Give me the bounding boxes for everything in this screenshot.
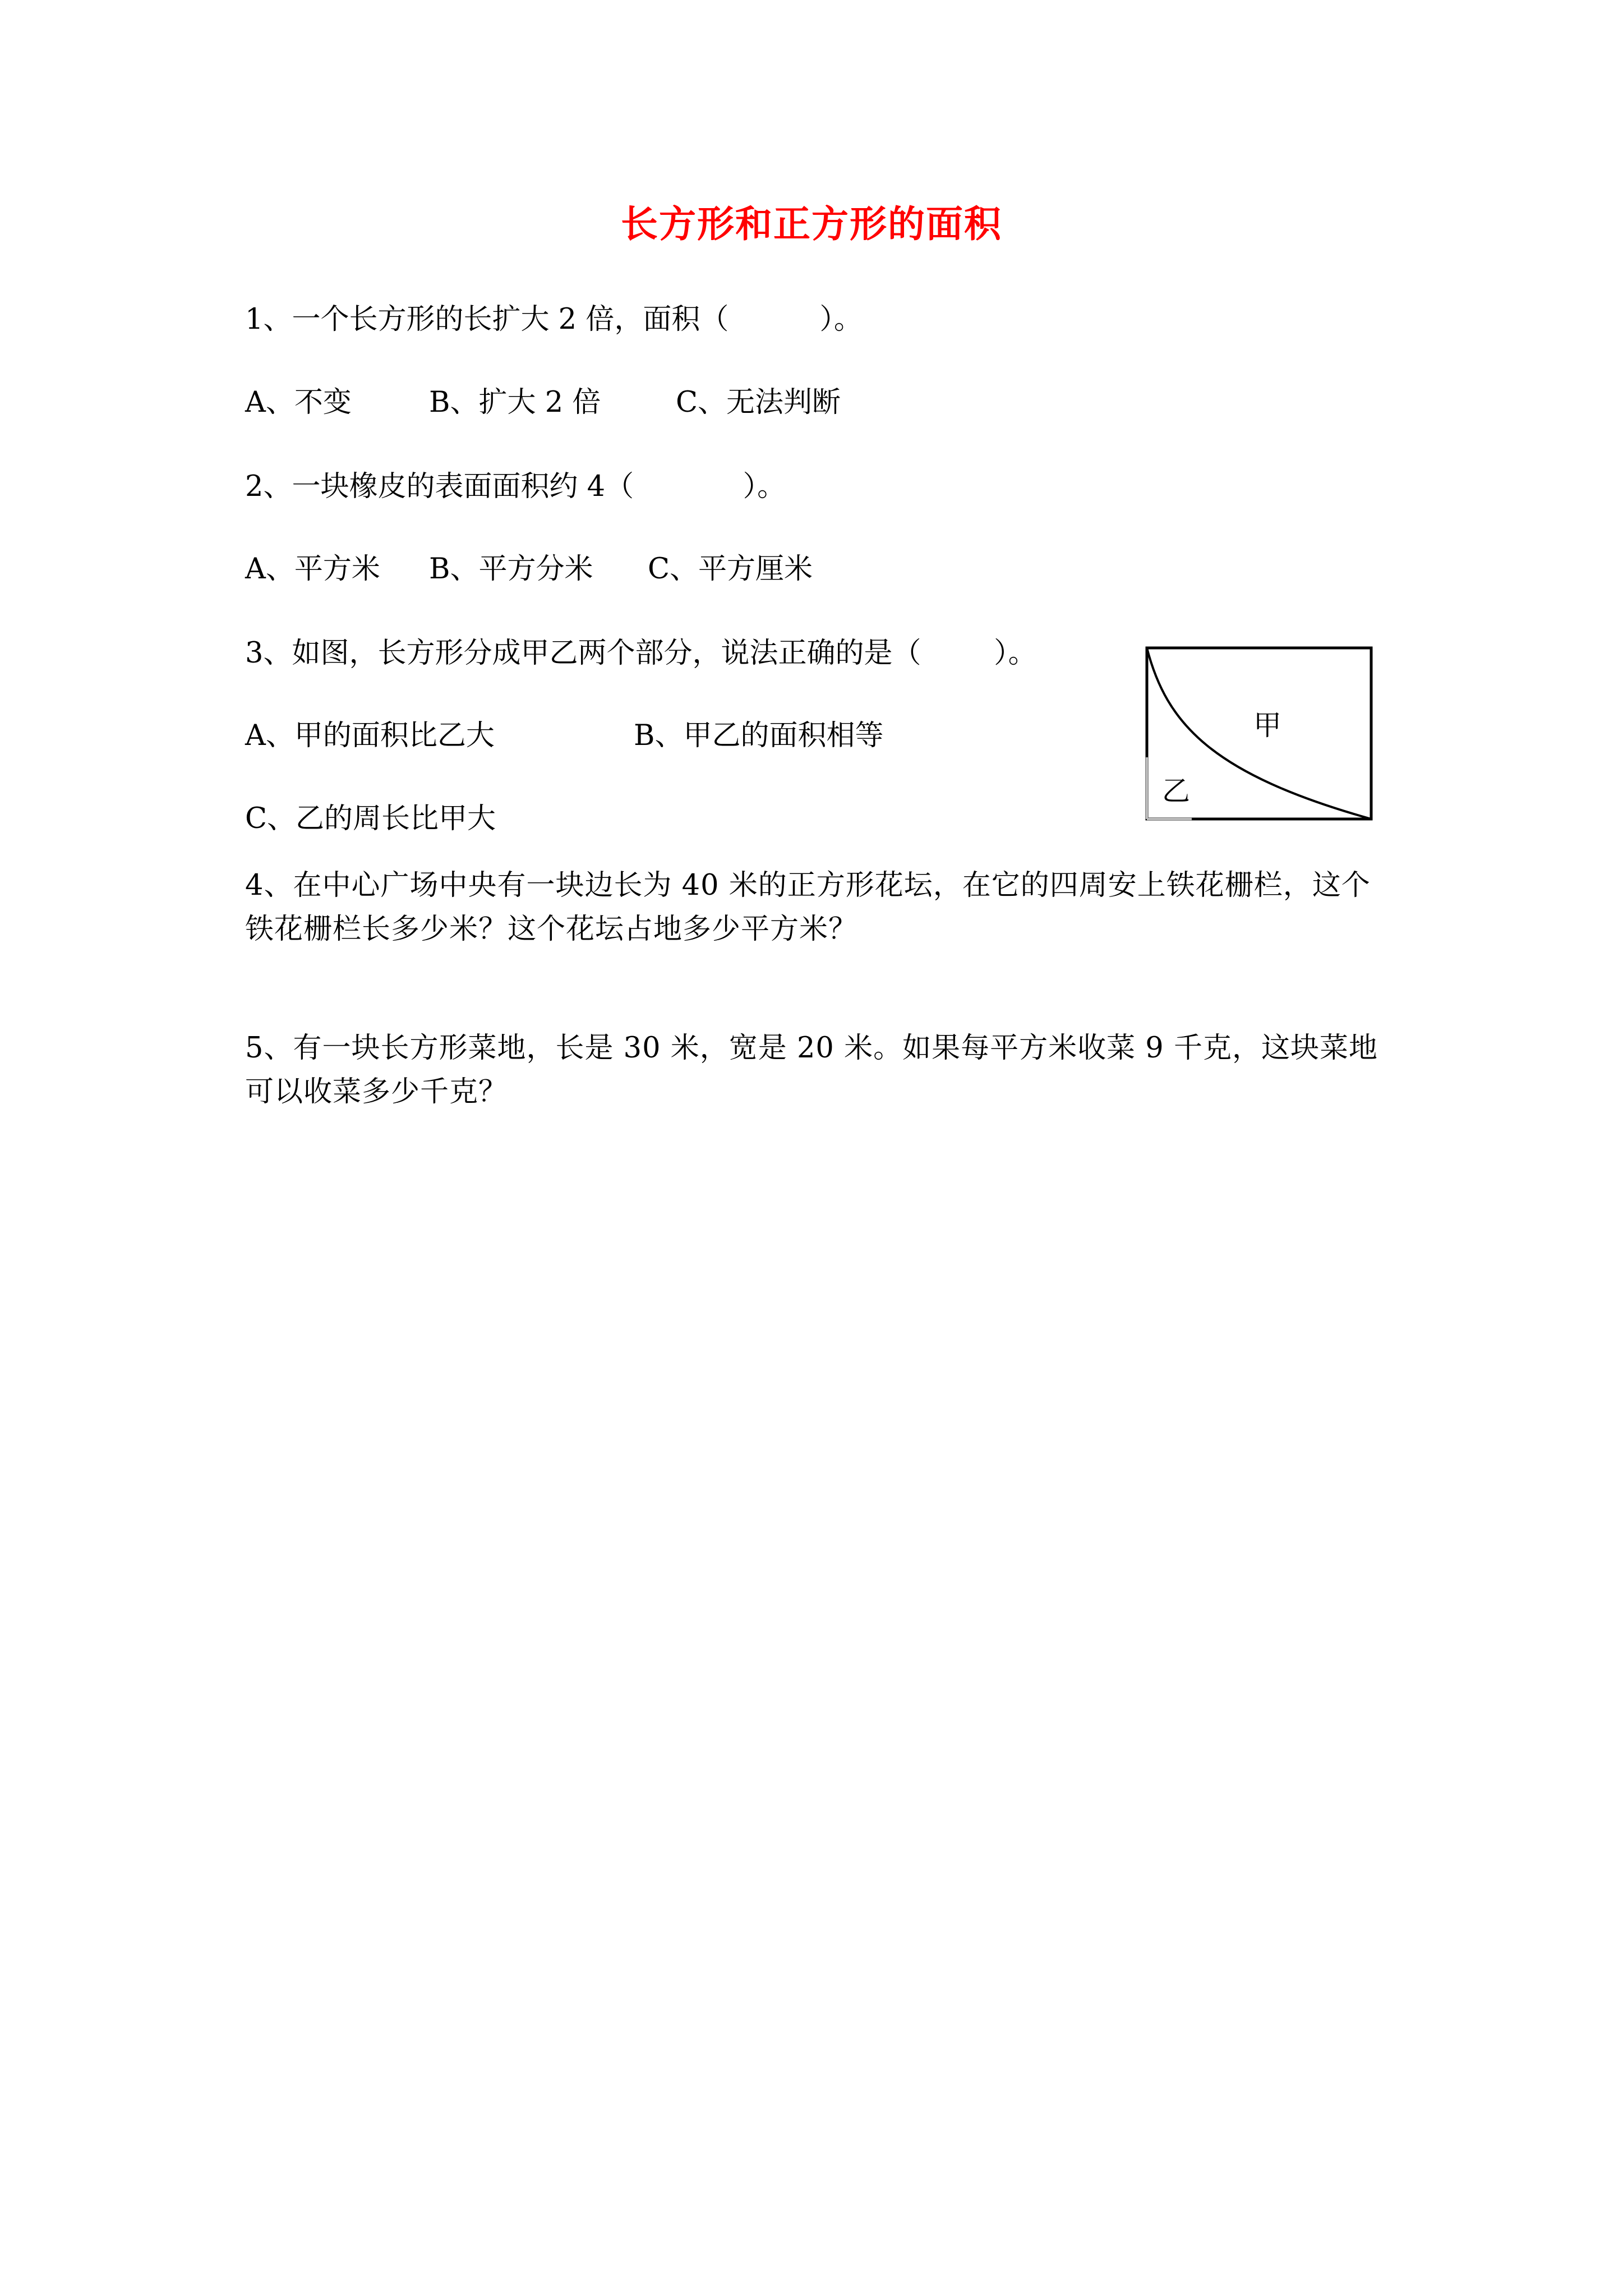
region-yi-label: 乙	[1162, 775, 1190, 807]
question-3-option-b: B、甲乙的面积相等	[634, 719, 884, 752]
question-3-option-a: A、甲的面积比乙大	[245, 719, 495, 752]
question-1-option-a: A、不变	[245, 386, 352, 419]
question-2-option-c: C、平方厘米	[648, 553, 813, 586]
question-2-stem: 2、一块橡皮的表面面积约 4（ ）。	[245, 470, 786, 503]
page-title: 长方形和正方形的面积	[621, 203, 1002, 246]
region-jia-label: 甲	[1253, 709, 1281, 742]
question-5-text: 5、有一块长方形菜地，长是 30 米，宽是 20 米。如果每平方米收菜 9 千克，这块菜地可以收菜多少千克？	[245, 1032, 1378, 1108]
question-1-stem: 1、一个长方形的长扩大 2 倍，面积（ ）。	[245, 303, 863, 336]
question-2-option-a: A、平方米	[245, 553, 380, 586]
question-4-text: 4、在中心广场中央有一块边长为 40 米的正方形花坛，在它的四周安上铁花栅栏，这个铁花栅栏长多少米？这个花坛占地多少平方米？	[245, 869, 1371, 946]
question-2-option-b: B、平方分米	[429, 553, 593, 586]
question-1-option-c: C、无法判断	[676, 386, 841, 419]
question-1-option-b: B、扩大 2 倍	[429, 386, 601, 419]
question-3-option-c: C、乙的周长比甲大	[245, 802, 496, 835]
question-3-stem: 3、如图，长方形分成甲乙两个部分，说法正确的是（ ）。	[245, 637, 1037, 670]
question-3-figure	[1144, 645, 1374, 825]
